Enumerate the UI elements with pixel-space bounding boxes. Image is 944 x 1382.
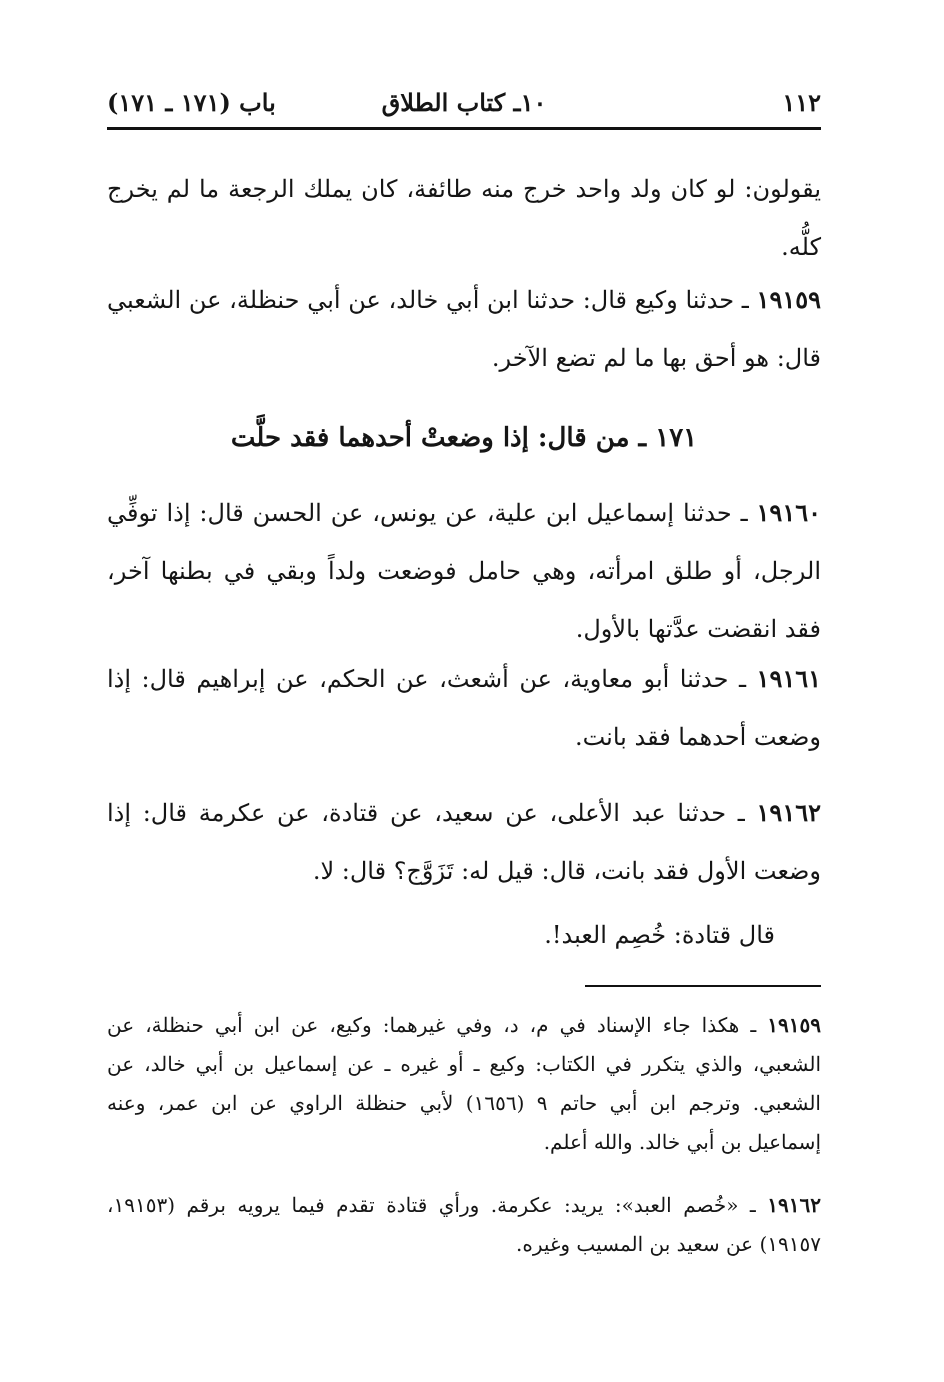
hadith-19162 — [107, 784, 821, 900]
footnote-19159 — [107, 1006, 821, 1162]
paragraph-continuation — [107, 160, 821, 276]
hadith-text: ـ حدثنا وكيع قال: حدثنا ابن أبي خالد، عن أبي حنظلة، عن الشعبي قال: هو أحق بها ما لم تضع الآخر. — [107, 286, 821, 372]
paragraph-text: يقولون: لو كان ولد واحد خرج منه طائفة، كان يملك الرجعة ما لم يخرج كلُّه. — [107, 175, 821, 261]
footnote-number: ١٩١٥٩ — [767, 1013, 822, 1037]
chapter-title: ١٠ـ كتاب الطلاق — [381, 88, 547, 117]
hadith-number: ١٩١٦٠ — [756, 498, 821, 527]
hadith-19160 — [107, 484, 821, 658]
footnote-19162 — [107, 1186, 821, 1264]
hadith-text: ـ حدثنا إسماعيل ابن علية، عن يونس، عن الحسن قال: إذا توفِّي الرجل، أو طلق امرأته، وهي حامل فوضعت ولداً وبقي في بطنها آخر، فقد انقضت عدَّتها بالأول. — [107, 499, 821, 643]
page-number: ١١٢ — [782, 88, 821, 117]
footnote-number: ١٩١٦٢ — [767, 1193, 821, 1217]
hadith-text: ـ حدثنا أبو معاوية، عن أشعث، عن الحكم، عن إبراهيم قال: إذا وضعت أحدهما فقد بانت. — [107, 665, 821, 751]
running-header — [107, 86, 821, 126]
hadith-number: ١٩١٥٩ — [756, 285, 821, 314]
remark-text: قال قتادة: خُصِم العبد!. — [544, 921, 775, 949]
hadith-number: ١٩١٦٢ — [756, 798, 821, 827]
hadith-19159 — [107, 271, 821, 387]
header-divider — [107, 127, 821, 130]
qatada-remark — [544, 906, 775, 964]
section-range: باب (١٧١ ـ ١٧١) — [107, 88, 276, 117]
footnote-text: ـ هكذا جاء الإسناد في م، د، وفي غيرهما: وكيع، عن ابن أبي حنظلة، عن الشعبي، والذي يتكرر في الكتاب: وكيع ـ أو غيره ـ عن إسماعيل بن أبي خالد، عن الشعبي. وترجم ابن أبي حاتم ٩ (١٦٥٦) لأبي حنظلة الراوي عن ابن عمر، وعنه إسماعيل بن أبي خالد. والله أعلم. — [107, 1013, 821, 1154]
footnote-text: ـ «خُصم العبد»: يريد: عكرمة. ورأي قتادة تقدم فيما يرويه برقم (١٩١٥٣، ١٩١٥٧) عن سعيد بن المسيب وغيره. — [107, 1193, 821, 1256]
hadith-number: ١٩١٦١ — [756, 664, 821, 693]
footnote-divider — [585, 985, 821, 987]
hadith-text: ـ حدثنا عبد الأعلى، عن سعيد، عن قتادة، عن عكرمة قال: إذا وضعت الأول فقد بانت، قال: قيل له: تَزَوَّج؟ قال: لا. — [107, 799, 821, 885]
hadith-19161 — [107, 650, 821, 766]
section-heading: ١٧١ ـ من قال: إذا وضعتْ أحدهما فقد حلَّت — [230, 423, 698, 453]
